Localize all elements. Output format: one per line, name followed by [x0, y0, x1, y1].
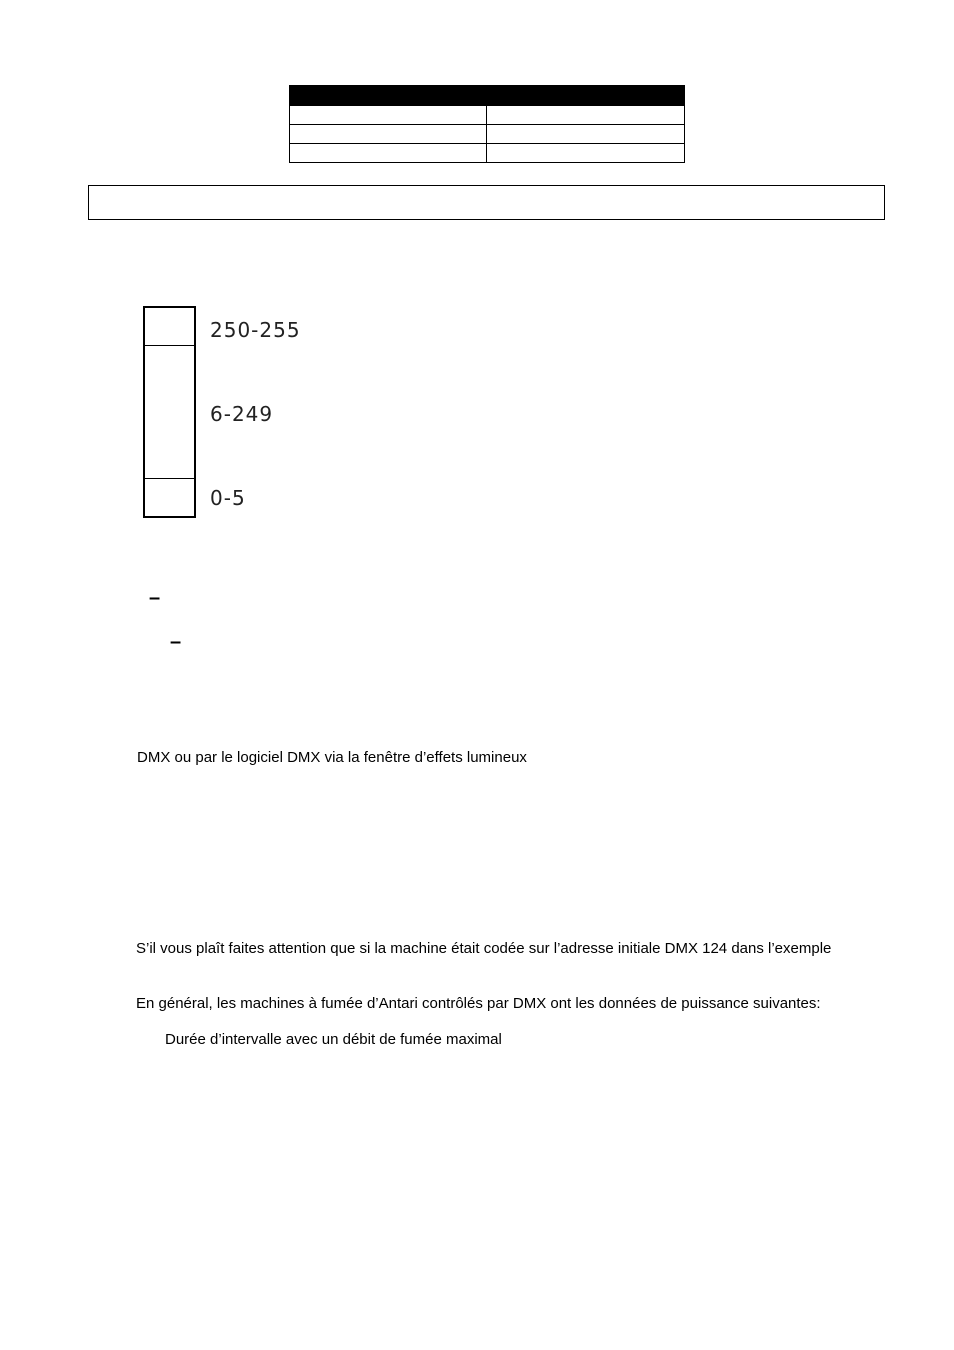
table-row	[290, 105, 684, 124]
table-cell	[290, 125, 487, 143]
range-segment-middle	[145, 346, 194, 479]
range-label-high: 250-255	[210, 318, 301, 342]
paragraph-interval: Durée d’intervalle avec un débit de fumée maximal	[165, 1031, 502, 1048]
range-label-middle: 6-249	[210, 402, 274, 426]
empty-note-box	[88, 185, 885, 220]
range-segment-high	[145, 308, 194, 346]
table-cell	[290, 144, 487, 162]
channel-table	[289, 85, 685, 163]
dash-bullet: –	[170, 631, 182, 653]
table-row	[290, 124, 684, 143]
table-row	[290, 143, 684, 162]
paragraph-dmx-software: DMX ou par le logiciel DMX via la fenêtre d’effets lumineux	[137, 749, 527, 766]
paragraph-general: En général, les machines à fumée d’Antari contrôlés par DMX ont les données de puissance suivantes:	[136, 995, 821, 1012]
table-header-row	[290, 86, 684, 105]
range-segment-low	[145, 479, 194, 516]
table-cell	[487, 144, 684, 162]
table-cell	[487, 106, 684, 124]
dmx-range-bar	[143, 306, 196, 518]
dash-bullet: –	[149, 587, 161, 609]
range-label-low: 0-5	[210, 486, 246, 510]
table-cell	[487, 125, 684, 143]
paragraph-attention: S’il vous plaît faites attention que si la machine était codée sur l’adresse initiale DMX 124 dans l’exemple	[136, 940, 832, 957]
table-cell	[290, 106, 487, 124]
